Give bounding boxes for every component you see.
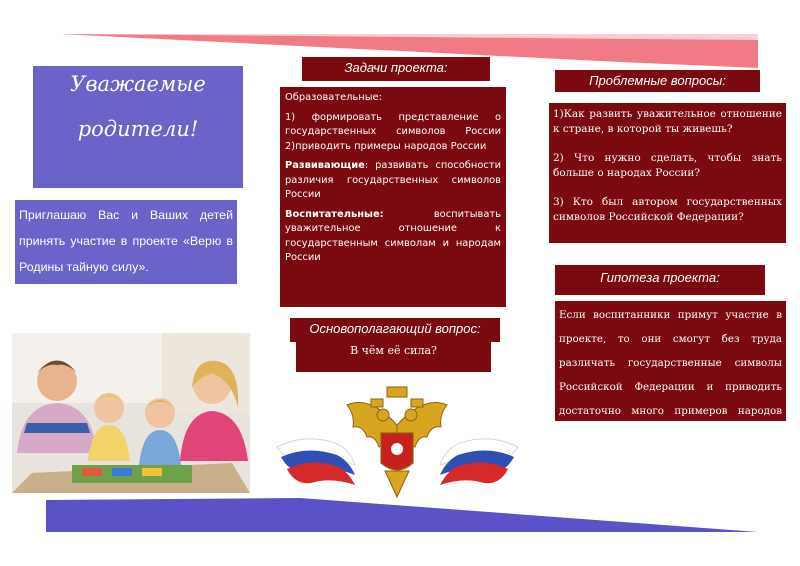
upbringing-title: Воспитательные: (285, 208, 384, 220)
greeting-line-1: Уважаемые (70, 72, 206, 96)
hypothesis-header: Гипотеза проекта: (555, 265, 765, 295)
greeting-box (33, 66, 243, 188)
invitation-box (15, 200, 237, 284)
family-photo (12, 333, 250, 493)
problem-item: 2) Что нужно сделать, чтобы знать больше о народах России? (553, 152, 782, 179)
hypothesis-text: Если воспитанники примут участие в проекте, то они смогут без труда различать государственные символы Российской Федерации и приводить достаточно много примеров народов России. (559, 309, 782, 441)
developing-title: Развивающие (285, 160, 365, 171)
greeting-line-2: родители! (77, 117, 199, 142)
tasks-box (280, 87, 506, 307)
problems-header: Проблемные вопросы: (555, 70, 760, 92)
educational-text: 1) формировать представление о государственных символов России 2)приводить примеры народов России (285, 111, 501, 152)
basic-question-header: Основополагающий вопрос: (290, 318, 500, 342)
educational-title: Образовательные: (285, 92, 382, 103)
basic-question-answer: В чём её сила? (296, 342, 491, 372)
problem-item: 1)Как развить уважительное отношение к стране, в которой ты живешь? (553, 108, 782, 135)
problems-box (549, 103, 786, 243)
problem-item: 3) Кто был автором государственных символов Российской Федерации? (553, 196, 782, 223)
developing-text: : развивать способности различия государственных символов России (285, 160, 501, 200)
upbringing-text: воспитывать уважительное отношение к государственным символам и народам России (285, 208, 501, 263)
russian-coat-of-arms-icon (275, 385, 520, 505)
invitation-text: Приглашаю Вас и Ваших детей принять участие в проекте «Верю в Родины тайную силу». (19, 208, 233, 274)
hypothesis-box (555, 301, 786, 441)
tasks-header: Задачи проекта: (302, 57, 490, 81)
